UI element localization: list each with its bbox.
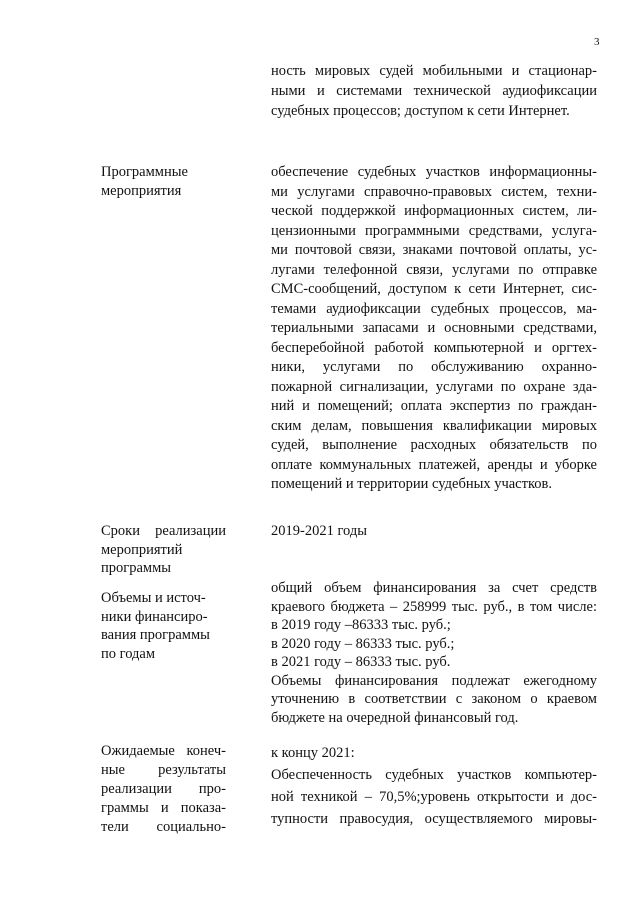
text-line: пожарной сигнализации, услугами по охране зда- <box>271 378 597 395</box>
text-line: в 2019 году –86333 тыс. руб.; <box>271 617 451 633</box>
text-line: в 2020 году – 86333 тыс. руб.; <box>271 635 455 652</box>
label-line: Ожидаемые конеч- <box>101 743 226 759</box>
text-line: к концу 2021: <box>271 745 355 761</box>
text-line: ческой поддержкой информационных систем, ли- <box>271 203 597 219</box>
text-line: ными и системами технической аудиофиксации <box>271 83 597 99</box>
text-line: краевого бюджета – 258999 тыс. руб., в том числе: <box>271 598 597 615</box>
label-line: мероприятия <box>101 182 182 199</box>
intro-paragraph <box>271 61 597 121</box>
text-line: 2019-2021 годы <box>271 523 367 539</box>
text-line: ной техникой – 70,5%;уровень открытости и дос- <box>271 789 597 805</box>
text-line: судебных процессов; доступом к сети Интернет. <box>271 103 570 119</box>
label-line: Программные <box>101 164 188 180</box>
text-line: в 2021 году – 86333 тыс. руб. <box>271 654 451 670</box>
label-line: Сроки реализации <box>101 523 226 539</box>
text-line: лугами телефонной связи, услугами по отправке <box>271 261 597 278</box>
page-number: 3 <box>594 36 600 48</box>
text-line: СМС-сообщений, доступом к сети Интернет, сис- <box>271 281 597 297</box>
label-line: Объемы и источ- <box>101 590 206 606</box>
section-label-funding <box>101 589 226 663</box>
label-line: граммы и показа- <box>101 800 226 816</box>
label-line: мероприятий <box>101 541 183 558</box>
text-line: ми почтовой связи, знаками почтовой оплаты, ус- <box>271 242 597 258</box>
text-line: темами аудиофиксации судебных процессов, ма- <box>271 300 597 317</box>
label-line: вания программы <box>101 627 210 643</box>
text-line: бюджете на очередной финансовый год. <box>271 709 519 726</box>
text-line: ским делам, повышения квалификации мировых <box>271 417 597 434</box>
text-line: оплате коммунальных платежей, аренды и уборке <box>271 456 597 473</box>
text-line: ники, услугами по обслуживанию охранно- <box>271 359 597 375</box>
text-line: Обеспеченность судебных участков компьютер- <box>271 767 597 783</box>
section-label-program-activities <box>101 163 226 200</box>
section-label-expected-results <box>101 742 226 837</box>
text-line: ми услугами справочно-правовых систем, техни- <box>271 183 597 200</box>
text-line: ний и помещений; оплата экспертиз по граждан- <box>271 398 597 414</box>
text-line: териальными запасами и основными средствами, <box>271 320 597 336</box>
label-line: ники финансиро- <box>101 608 208 625</box>
text-line: судей, выполнение расходных обязательств по <box>271 437 597 453</box>
text-line: общий объем финансирования за счет средств <box>271 580 597 596</box>
text-line: цензионными программными средствами, услуга- <box>271 222 597 239</box>
text-line: Объемы финансирования подлежат ежегодному <box>271 672 597 689</box>
text-line: обеспечение судебных участков информационны- <box>271 164 597 180</box>
section-content-implementation-period <box>271 522 597 542</box>
text-line: ность мировых судей мобильными и стационар- <box>271 63 597 79</box>
label-line: программы <box>101 560 171 576</box>
label-line: реализации про- <box>101 781 226 797</box>
label-line: тели социально- <box>101 819 226 835</box>
section-content-program-activities <box>271 163 597 495</box>
text-line: помещений и территории судебных участков. <box>271 476 552 492</box>
text-line: бесперебойной работой компьютерной и оргтех- <box>271 339 597 356</box>
text-line: тупности правосудия, осуществляемого мировы- <box>271 811 597 827</box>
text-line: уточнению в соответствии с законом о краевом <box>271 691 597 707</box>
section-label-implementation-period <box>101 522 226 578</box>
label-line: ные результаты <box>101 762 226 778</box>
section-content-funding <box>271 579 597 727</box>
section-content-expected-results <box>271 742 597 830</box>
label-line: по годам <box>101 645 156 662</box>
